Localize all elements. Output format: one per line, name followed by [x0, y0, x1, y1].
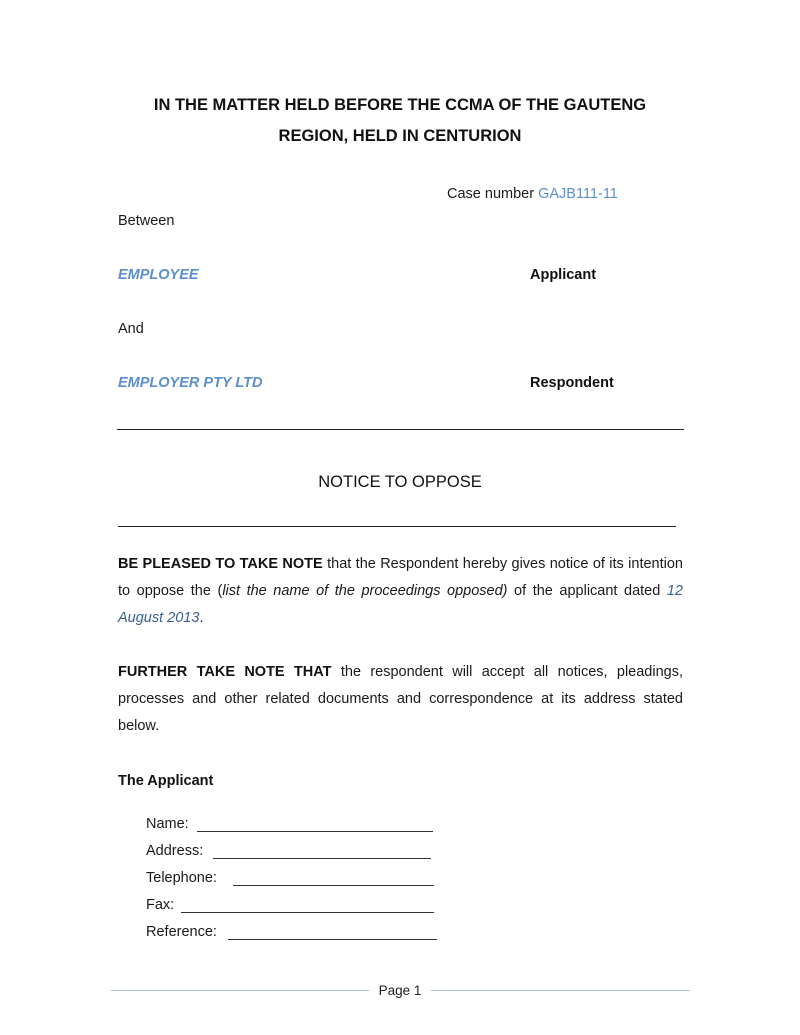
reference-field-label: Reference:: [146, 924, 217, 940]
address-field: [146, 843, 203, 859]
applicant-name: EMPLOYEE: [118, 267, 199, 283]
case-number-value: GAJB111-11: [538, 186, 618, 202]
address-field-label: Address:: [146, 843, 204, 859]
notice-paragraph-1: [118, 551, 683, 632]
footer-rule-right: [431, 990, 690, 991]
name-field-label: Name:: [146, 816, 189, 832]
paragraph-2-bold: FURTHER TAKE NOTE THAT: [118, 664, 332, 680]
between-label: Between: [118, 213, 175, 229]
footer-rule-left: [111, 990, 369, 991]
paragraph-1-text: that the Respondent hereby gives notice of its intention to oppose the (: [118, 556, 684, 599]
respondent-role: Respondent: [530, 375, 614, 391]
case-number: [447, 186, 618, 202]
telephone-field-line: [233, 885, 434, 886]
document-heading-line-1: IN THE MATTER HELD BEFORE THE CCMA OF THE GAUTENG: [153, 96, 647, 114]
reference-field-line: [228, 939, 437, 940]
paragraph-1-bold: BE PLEASED TO TAKE NOTE: [118, 556, 323, 572]
address-field-line: [213, 858, 431, 859]
case-number-label: Case number: [447, 186, 535, 202]
separator-rule-top: [117, 429, 684, 430]
name-field: [146, 816, 189, 832]
paragraph-1-end: .: [199, 610, 204, 626]
paragraph-1-text-2: of the applicant dated: [507, 583, 667, 599]
paragraph-1-italic: list the name of the proceedings opposed): [222, 583, 508, 599]
fax-field-label: Fax:: [146, 897, 175, 913]
document-heading-line-2: REGION, HELD IN CENTURION: [278, 127, 522, 145]
telephone-field: [146, 870, 217, 886]
telephone-field-label: Telephone:: [146, 870, 217, 886]
paragraph-1-date: 12 August 2013: [118, 583, 683, 626]
page-number: Page 1: [378, 983, 422, 998]
fax-field-line: [181, 912, 434, 913]
respondent-name: EMPLOYER PTY LTD: [118, 375, 263, 391]
name-field-line: [197, 831, 433, 832]
reference-field: [146, 924, 217, 940]
notice-paragraph-2: [118, 659, 683, 740]
applicant-section-title: The Applicant: [118, 773, 214, 789]
fax-field: [146, 897, 174, 913]
and-label: And: [118, 321, 144, 337]
paragraph-2-text: the respondent will accept all notices, pleadings, processes and other related documents and correspondence at its address stated below.: [118, 664, 683, 734]
separator-rule-bottom: [118, 526, 676, 527]
applicant-role: Applicant: [530, 267, 597, 283]
notice-title: NOTICE TO OPPOSE: [318, 473, 482, 491]
